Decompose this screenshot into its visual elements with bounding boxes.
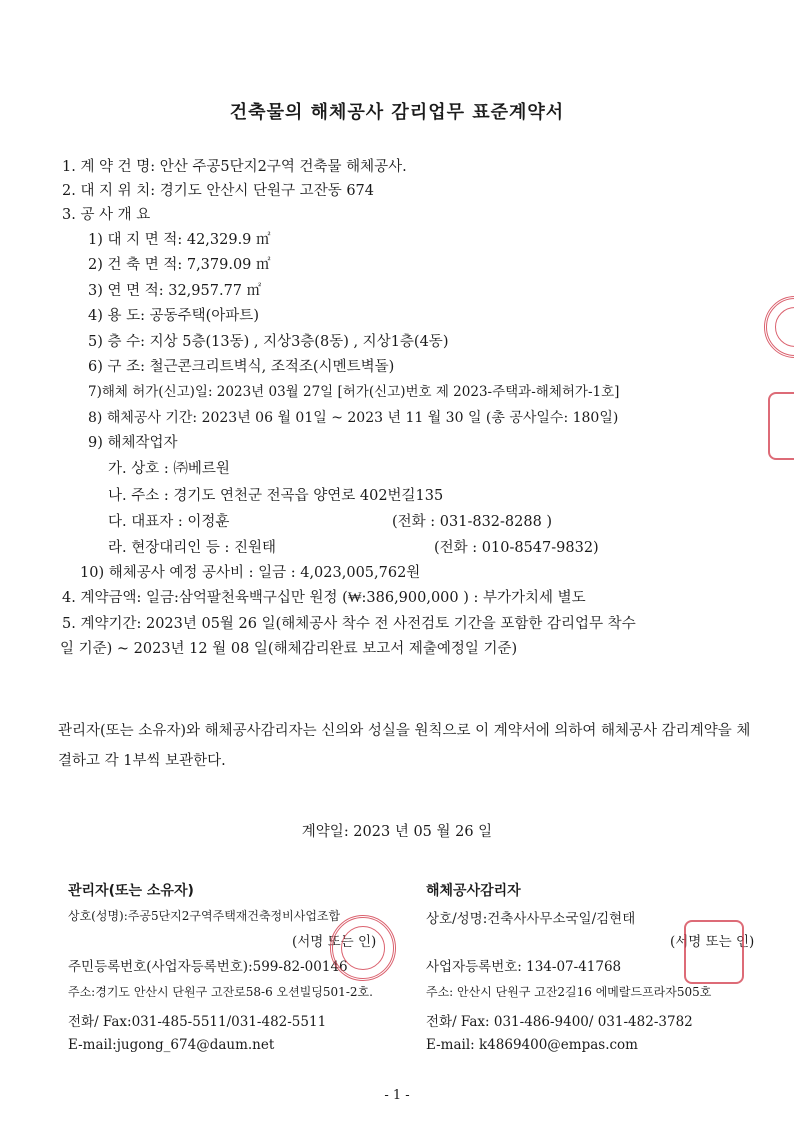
total-floor-area: 3) 연 면 적: 32,957.77 ㎡: [88, 283, 262, 299]
owner-address: 주소:경기도 안산시 단원구 고잔로58-6 오션빌딩501-2호.: [68, 985, 373, 999]
contractor-heading: 9) 해체작업자: [88, 435, 178, 451]
overview-heading: 3. 공 사 개 요: [62, 207, 151, 223]
document-title: 건축물의 해체공사 감리업무 표준계약서: [229, 102, 565, 123]
contractor-address: 나. 주소 : 경기도 연천군 전곡읍 양연로 402번길135: [108, 488, 444, 504]
building-use: 4) 용 도: 공동주택(아파트): [88, 308, 259, 324]
supervisor-name: 상호/성명:건축사사무소국일/김현태: [426, 911, 636, 927]
supervisor-phone: 전화/ Fax: 031-486-9400/ 031-482-3782: [426, 1014, 693, 1030]
supervisor-registration: 사업자등록번호: 134-07-41768: [426, 959, 622, 975]
permit-date: 7)해체 허가(신고)일: 2023년 03월 27일 [허가(신고)번호 제 2023-주택과-해체허가-1호]: [88, 384, 620, 400]
margin-seal-top-icon: [764, 296, 794, 358]
supervisor-address: 주소: 안산시 단원구 고잔2길16 에메랄드프라자505호: [426, 985, 712, 999]
contract-date: 계약일: 2023 년 05 월 26 일: [301, 824, 493, 840]
contractor-representative: 다. 대표자 : 이정훈: [108, 514, 230, 530]
supervisor-seal-stamp-icon: [684, 920, 744, 984]
contract-period: 5. 계약기간: 2023년 05월 26 일(해체공사 착수 전 사전검토 기간을 포함한 감리업무 착수: [62, 616, 636, 632]
estimated-cost: 10) 해체공사 예정 공사비 : 일금 : 4,023,005,762원: [80, 565, 421, 581]
building-area: 2) 건 축 면 적: 7,379.09 ㎡: [88, 257, 271, 273]
contract-amount: 4. 계약금액: 일금:삼억팔천육백구십만 원정 (₩:386,900,000 ) : 부가가치세 별도: [62, 590, 586, 606]
owner-email: E-mail:jugong_674@daum.net: [68, 1037, 275, 1053]
agreement-paragraph: 관리자(또는 소유자)와 해체공사감리자는 신의와 성실을 원칙으로 이 계약서에 의하여 해체공사 감리계약을 체결하고 각 1부씩 보관한다.: [58, 723, 751, 769]
structure-type: 6) 구 조: 철근콘크리트벽식, 조적조(시멘트벽돌): [88, 359, 395, 375]
owner-phone: 전화/ Fax:031-485-5511/031-482-5511: [68, 1014, 327, 1030]
contract-name: 1. 계 약 건 명: 안산 주공5단지2구역 건축물 해체공사.: [62, 159, 407, 175]
owner-seal-label: (서명 또는 인): [292, 934, 377, 950]
demolition-period: 8) 해체공사 기간: 2023년 06 월 01일 ~ 2023 년 11 월 30 일 (총 공사일수: 180일): [88, 410, 619, 426]
supervisor-heading: 해체공사감리자: [426, 883, 521, 899]
page-number: - 1 -: [384, 1088, 410, 1103]
margin-seal-bottom-icon: [768, 392, 794, 460]
floor-count: 5) 층 수: 지상 5층(13동) , 지상3층(8동) , 지상1층(4동): [88, 334, 449, 350]
owner-seal-stamp-icon: [330, 915, 396, 981]
contractor-company: 가. 상호 : ㈜베르원: [108, 461, 230, 477]
contract-period-cont: 일 기준) ~ 2023년 12 월 08 일(해체감리완료 보고서 제출예정일 기준): [60, 641, 518, 657]
site-agent-phone: (전화 : 010-8547-9832): [434, 540, 599, 556]
site-location: 2. 대 지 위 치: 경기도 안산시 단원구 고잔동 674: [62, 183, 374, 199]
owner-name: 상호(성명):주공5단지2구역주택재건축정비사업조합: [68, 909, 341, 923]
owner-registration: 주민등록번호(사업자등록번호):599-82-00146: [68, 959, 348, 975]
owner-heading: 관리자(또는 소유자): [68, 883, 194, 899]
representative-phone: (전화 : 031-832-8288 ): [392, 514, 553, 530]
site-agent: 라. 현장대리인 등 : 진원태: [108, 540, 277, 556]
supervisor-seal-label: (서명 또는 인): [670, 934, 755, 950]
supervisor-email: E-mail: k4869400@empas.com: [426, 1037, 638, 1053]
site-area: 1) 대 지 면 적: 42,329.9 ㎡: [88, 232, 271, 248]
